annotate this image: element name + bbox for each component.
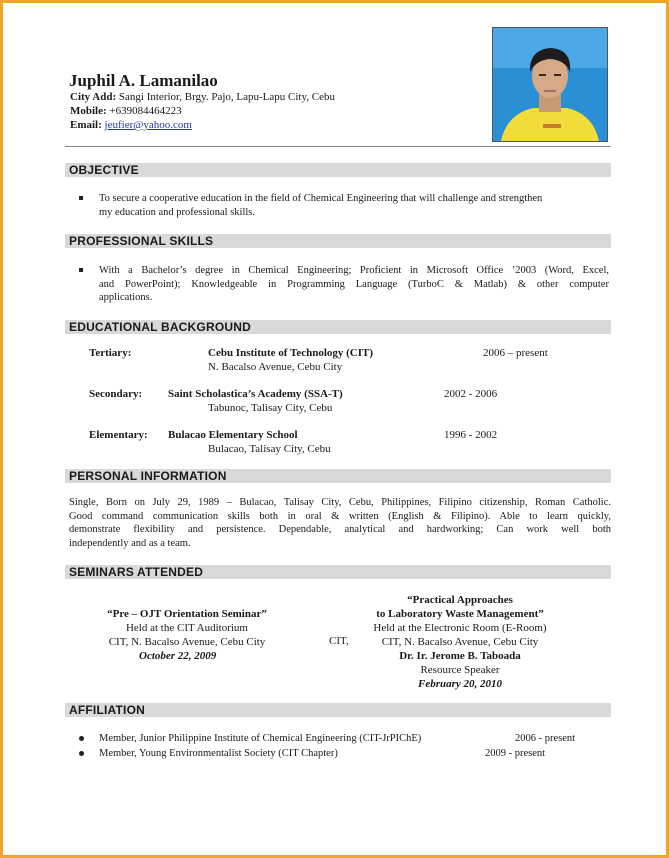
seminar-left <box>87 607 287 663</box>
seminar-right-title-line: to Laboratory Waste Management” <box>376 608 544 620</box>
applicant-name: Juphil A. Lamanilao <box>69 71 218 90</box>
objective-item <box>79 192 609 222</box>
seminar-right-address-prefix: CIT, <box>329 635 349 647</box>
objective-line: my education and professional skills. <box>99 206 256 218</box>
edu-school-elementary: Bulacao Elementary School <box>168 429 298 441</box>
edu-address-tertiary: N. Bacalso Avenue, Cebu City <box>208 361 343 373</box>
seminar-right-address: CIT, N. Bacalso Avenue, Cebu City <box>381 636 539 648</box>
seminar-right <box>355 593 565 691</box>
section-educational-background: EDUCATIONAL BACKGROUND <box>65 320 611 334</box>
section-objective: OBJECTIVE <box>65 163 611 177</box>
affiliation-item <box>79 732 609 746</box>
seminar-right-title-line: “Practical Approaches <box>407 594 513 606</box>
city-label: City Add: <box>70 91 117 103</box>
edu-address-elementary: Bulacao, Talisay City, Cebu <box>208 443 331 455</box>
edu-years-tertiary: 2006 – present <box>483 347 548 359</box>
profile-photo-image <box>493 28 607 141</box>
seminar-right-speaker: Dr. Ir. Jerome B. Taboada <box>399 650 521 662</box>
section-affiliation: AFFILIATION <box>65 703 611 717</box>
affiliation-years: 2006 - present <box>515 733 576 744</box>
personal-line: demonstrate flexibility and persistence. Dependable, analytical and hardworking; Can work well both <box>69 524 611 535</box>
personal-line: Single, Born on July 29, 1989 – Bulacao, Talisay City, Cebu, Philippines, Filipino citizenship, Roman Catholic. <box>69 497 611 508</box>
email-link[interactable]: jeufier@yahoo.com <box>104 119 192 131</box>
edu-level-elementary: Elementary: <box>89 429 148 441</box>
objective-line: To secure a cooperative education in the field of Chemical Engineering that will challenge and strengthen <box>99 193 543 204</box>
personal-info-text <box>69 496 611 550</box>
seminar-left-date: October 22, 2009 <box>139 650 217 662</box>
edu-address-secondary: Tabunoc, Talisay City, Cebu <box>208 402 333 414</box>
email <box>70 118 192 132</box>
mobile-value: +639084464223 <box>109 105 182 117</box>
edu-years-elementary: 1996 - 2002 <box>444 429 498 441</box>
seminar-left-venue: Held at the CIT Auditorium <box>125 622 248 634</box>
city-address <box>70 90 335 104</box>
header-divider <box>65 146 611 147</box>
seminar-right-date: February 20, 2010 <box>417 678 503 690</box>
affiliation-text: Member, Young Environmentalist Society (CIT Chapter) <box>99 748 338 759</box>
seminar-right-role: Resource Speaker <box>420 664 500 676</box>
edu-level-secondary: Secondary: <box>89 388 143 400</box>
skills-item <box>79 264 609 306</box>
edu-level-tertiary: Tertiary: <box>89 347 132 359</box>
edu-years-secondary: 2002 - 2006 <box>444 388 498 400</box>
section-seminars-attended: SEMINARS ATTENDED <box>65 565 611 579</box>
seminar-right-venue: Held at the Electronic Room (E-Room) <box>373 622 547 634</box>
edu-school-secondary: Saint Scholastica’s Academy (SSA-T) <box>168 388 343 400</box>
bullet-icon <box>79 751 84 756</box>
personal-line: independently and as a team. <box>69 537 191 549</box>
skills-line: With a Bachelor’s degree in Chemical Engineering; Proficient in Microsoft Office ’2003 (Word, Excel, <box>99 265 609 276</box>
seminar-left-address: CIT, N. Bacalso Avenue, Cebu City <box>108 636 266 648</box>
bullet-icon <box>79 268 83 272</box>
affiliation-text: Member, Junior Philippine Institute of Chemical Engineering (CIT-JrPIChE) <box>99 733 422 744</box>
email-label: Email: <box>70 119 102 131</box>
personal-line: Good command communication skills both in oral & written (English & Filipino). Able to learn quickly, <box>69 510 611 522</box>
skills-line: and PowerPoint); Knowledgeable in Programming Language (TurboC & Matlab) & other computer <box>99 278 609 290</box>
affiliation-item <box>79 747 609 761</box>
profile-photo <box>492 27 608 142</box>
section-professional-skills: PROFESSIONAL SKILLS <box>65 234 611 248</box>
edu-school-tertiary: Cebu Institute of Technology (CIT) <box>208 347 374 359</box>
seminar-left-title: “Pre – OJT Orientation Seminar” <box>107 608 267 620</box>
city-value: Sangi Interior, Brgy. Pajo, Lapu-Lapu City, Cebu <box>118 91 335 103</box>
section-personal-information: PERSONAL INFORMATION <box>65 469 611 483</box>
bullet-icon <box>79 736 84 741</box>
mobile-label: Mobile: <box>70 105 107 117</box>
affiliation-years: 2009 - present <box>485 748 546 759</box>
bullet-icon <box>79 196 83 200</box>
mobile <box>70 104 182 118</box>
skills-line: applications. <box>99 292 153 303</box>
